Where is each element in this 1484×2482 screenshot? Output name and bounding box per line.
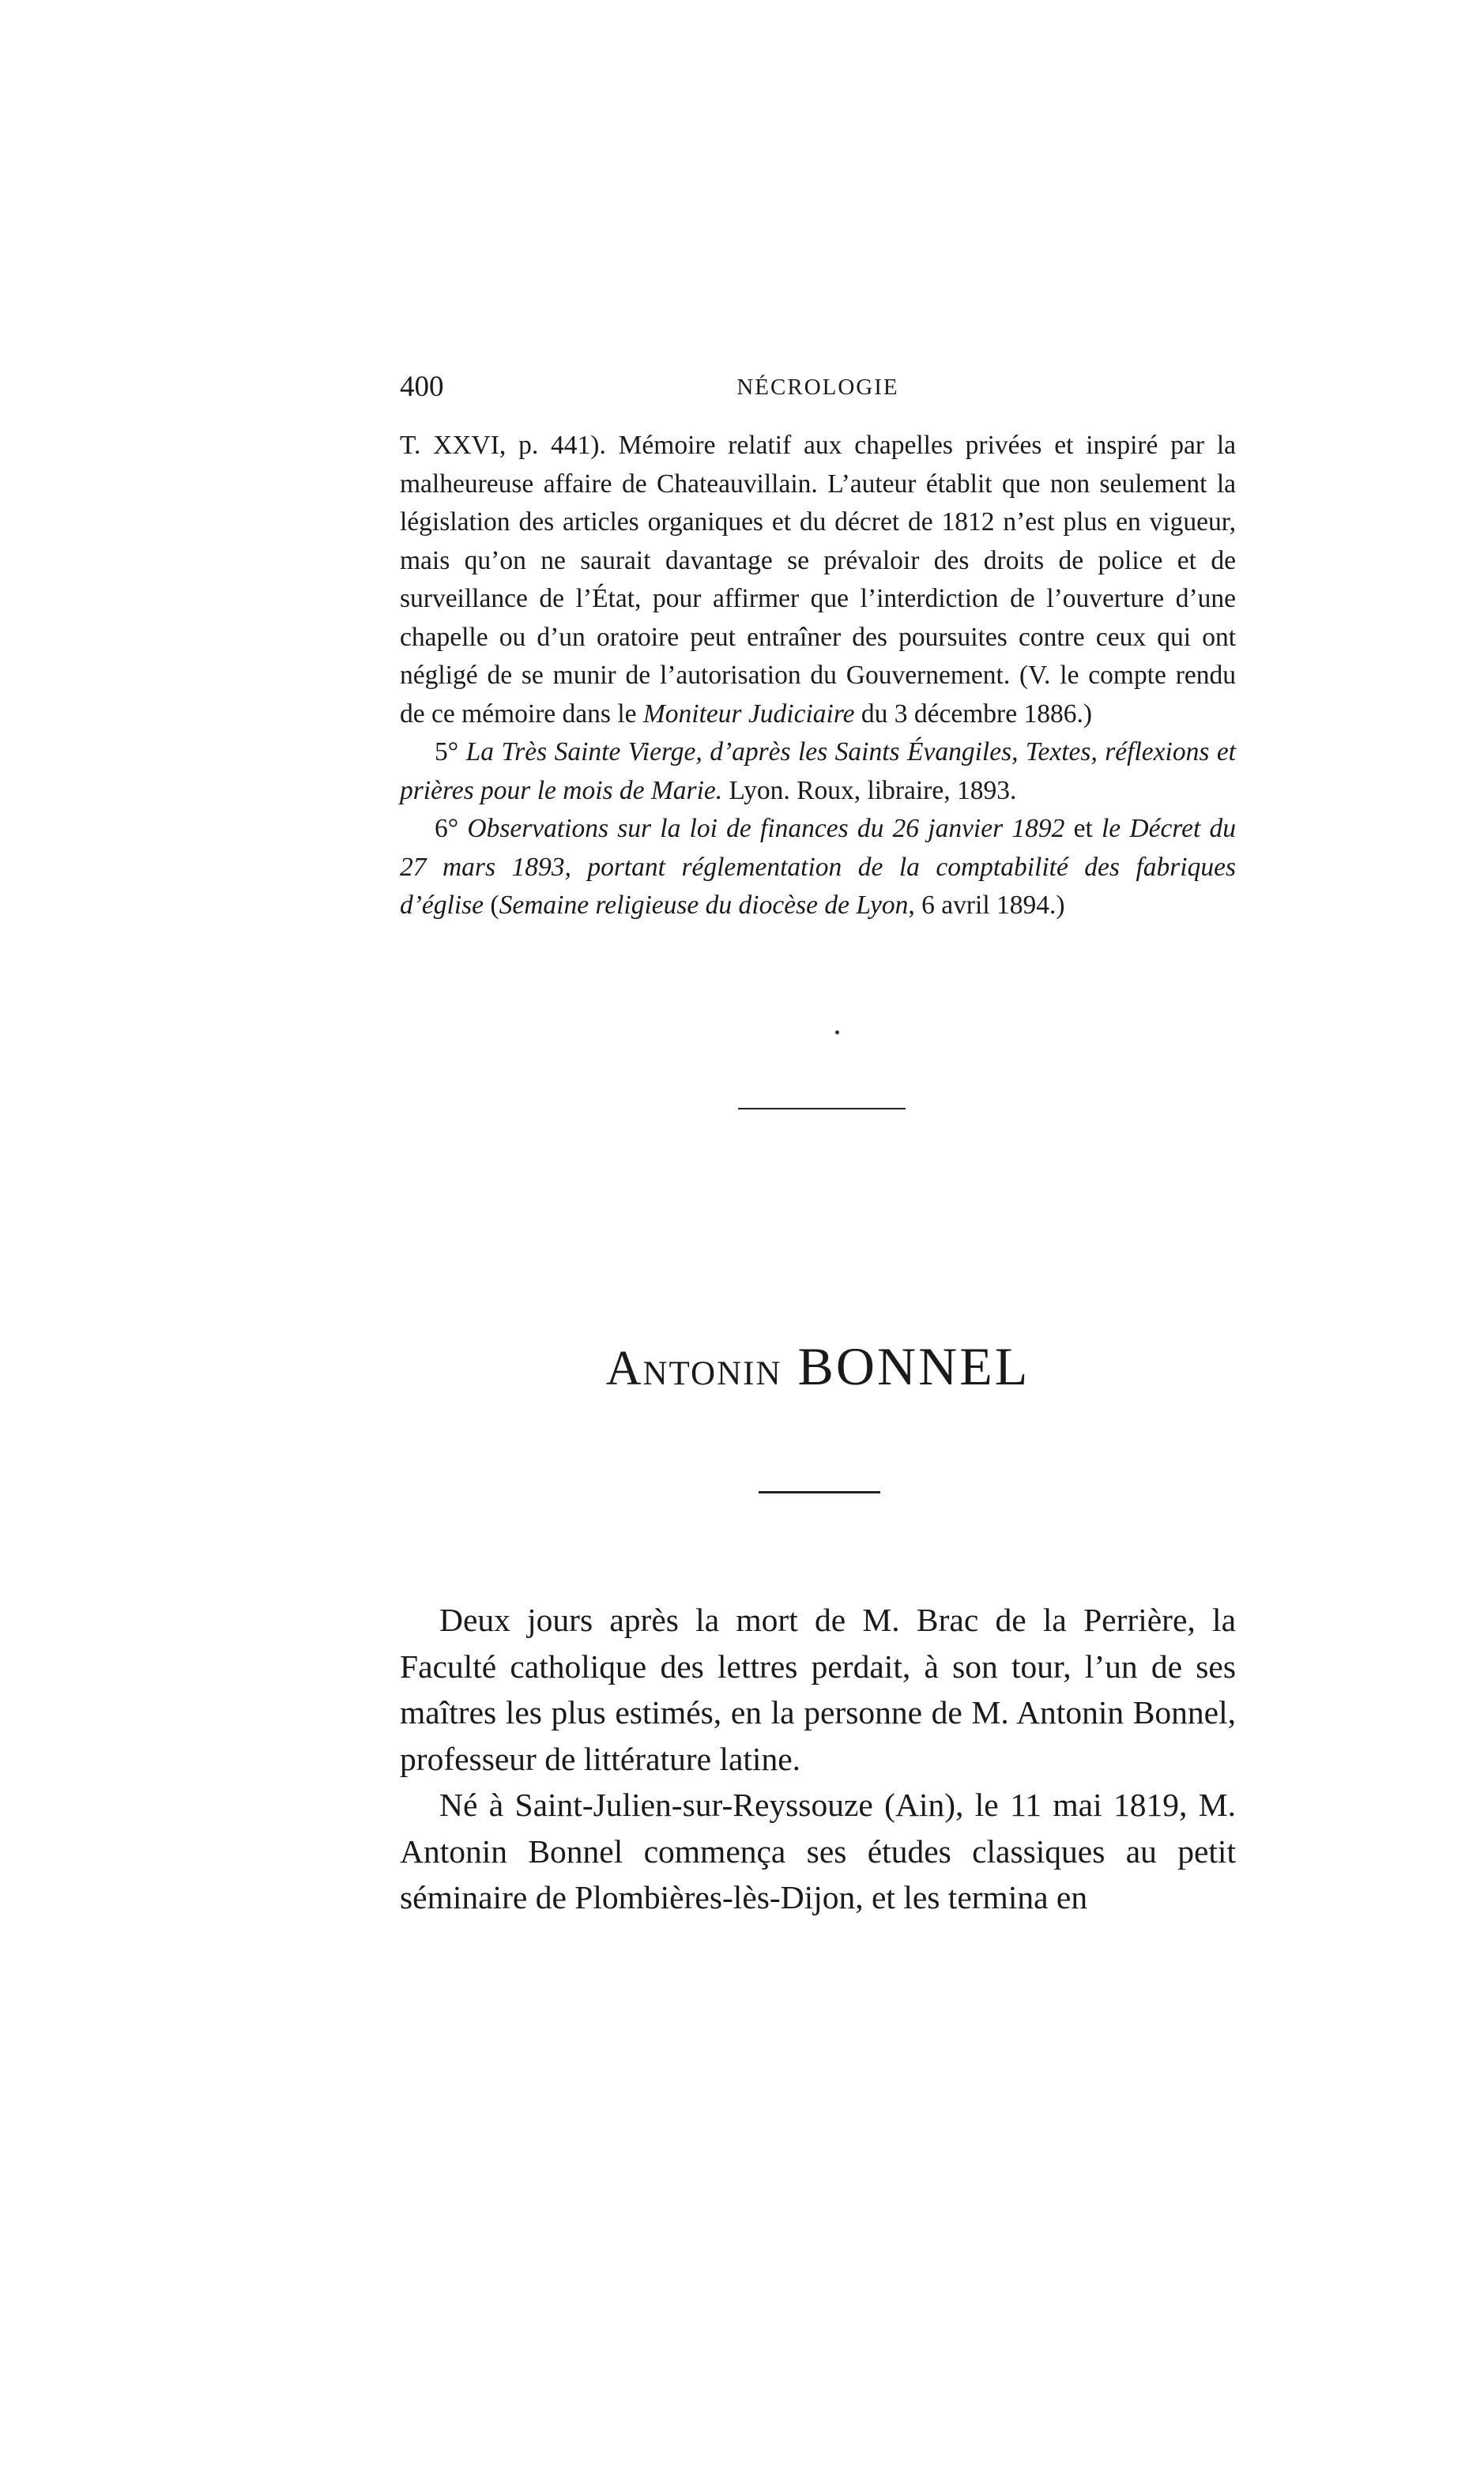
- page-number: 400: [400, 371, 444, 403]
- article-body: [400, 1597, 1236, 1921]
- item-6-date: , 6 avril 1894.): [908, 891, 1065, 920]
- body-paragraph-1: Deux jours après la mort de M. Brac de la Perrière, la Faculté catholique des lettres perdait, à son tour, l’un de ses maîtres les plus estimés, en la personne de M. Antonin Bonnel, professeur de littérature latine.: [400, 1602, 1236, 1777]
- item-6-title-b: le Décret du 27 mars 1893, portant réglementation de la comptabilité des fabriques d’église: [400, 814, 1236, 920]
- bibliography-item-5: [400, 733, 1236, 810]
- article-title-first-name: Antonin: [605, 1342, 782, 1395]
- item-6-source: Semaine religieuse du diocèse de Lyon: [499, 891, 909, 920]
- item-6-number: 6°: [435, 814, 468, 843]
- continuation-paragraph: [400, 427, 1236, 733]
- page-header: [400, 370, 1236, 409]
- item-6-title-a: Observations sur la loi de finances du 26 janvier 1892: [467, 814, 1065, 843]
- separator-dot: [835, 1030, 839, 1034]
- item-5-title: La Très Sainte Vierge, d’après les Saints Évangiles, Textes, réflexions et prières pour le mois de Marie.: [400, 737, 1236, 805]
- article-title-last-name: BONNEL: [797, 1336, 1030, 1396]
- continuation-text-end: du 3 décembre 1886.): [854, 699, 1092, 729]
- running-head: NÉCROLOGIE: [736, 375, 899, 400]
- section-divider: [738, 1108, 906, 1109]
- bibliography-item-6: [400, 810, 1236, 925]
- previous-article-continuation: [400, 427, 1236, 925]
- item-6-paren: (: [484, 891, 499, 920]
- article-title: [400, 1335, 1236, 1398]
- item-5-number: 5°: [435, 737, 466, 766]
- title-underline: [759, 1491, 880, 1493]
- continuation-text: T. XXVI, p. 441). Mémoire relatif aux chapelles privées et inspiré par la malheureuse affaire de Chateauvillain. L’auteur établit que non seulement la législation des articles organiques et du décret de 1812 n’est plus en vigueur, mais qu’on ne saurait davantage se prévaloir des droits de police et de surveillance de l’État, pour affirmer que l’interdiction de l’ouverture d’une chapelle ou d’un oratoire peut entraîner des poursuites contre ceux qui ont négligé de se munir de l’autorisation du Gouvernement. (V. le compte rendu de ce mémoire dans le: [400, 431, 1236, 729]
- item-5-publisher: Lyon. Roux, libraire, 1893.: [722, 775, 1017, 805]
- item-6-connector: et: [1064, 814, 1102, 843]
- continuation-italic-source: Moniteur Judiciaire: [642, 699, 855, 729]
- body-paragraph-2: Né à Saint-Julien-sur-Reyssouze (Ain), le 11 mai 1819, M. Antonin Bonnel commença ses études classiques au petit séminaire de Plombières-lès-Dijon, et les termina en: [400, 1787, 1236, 1915]
